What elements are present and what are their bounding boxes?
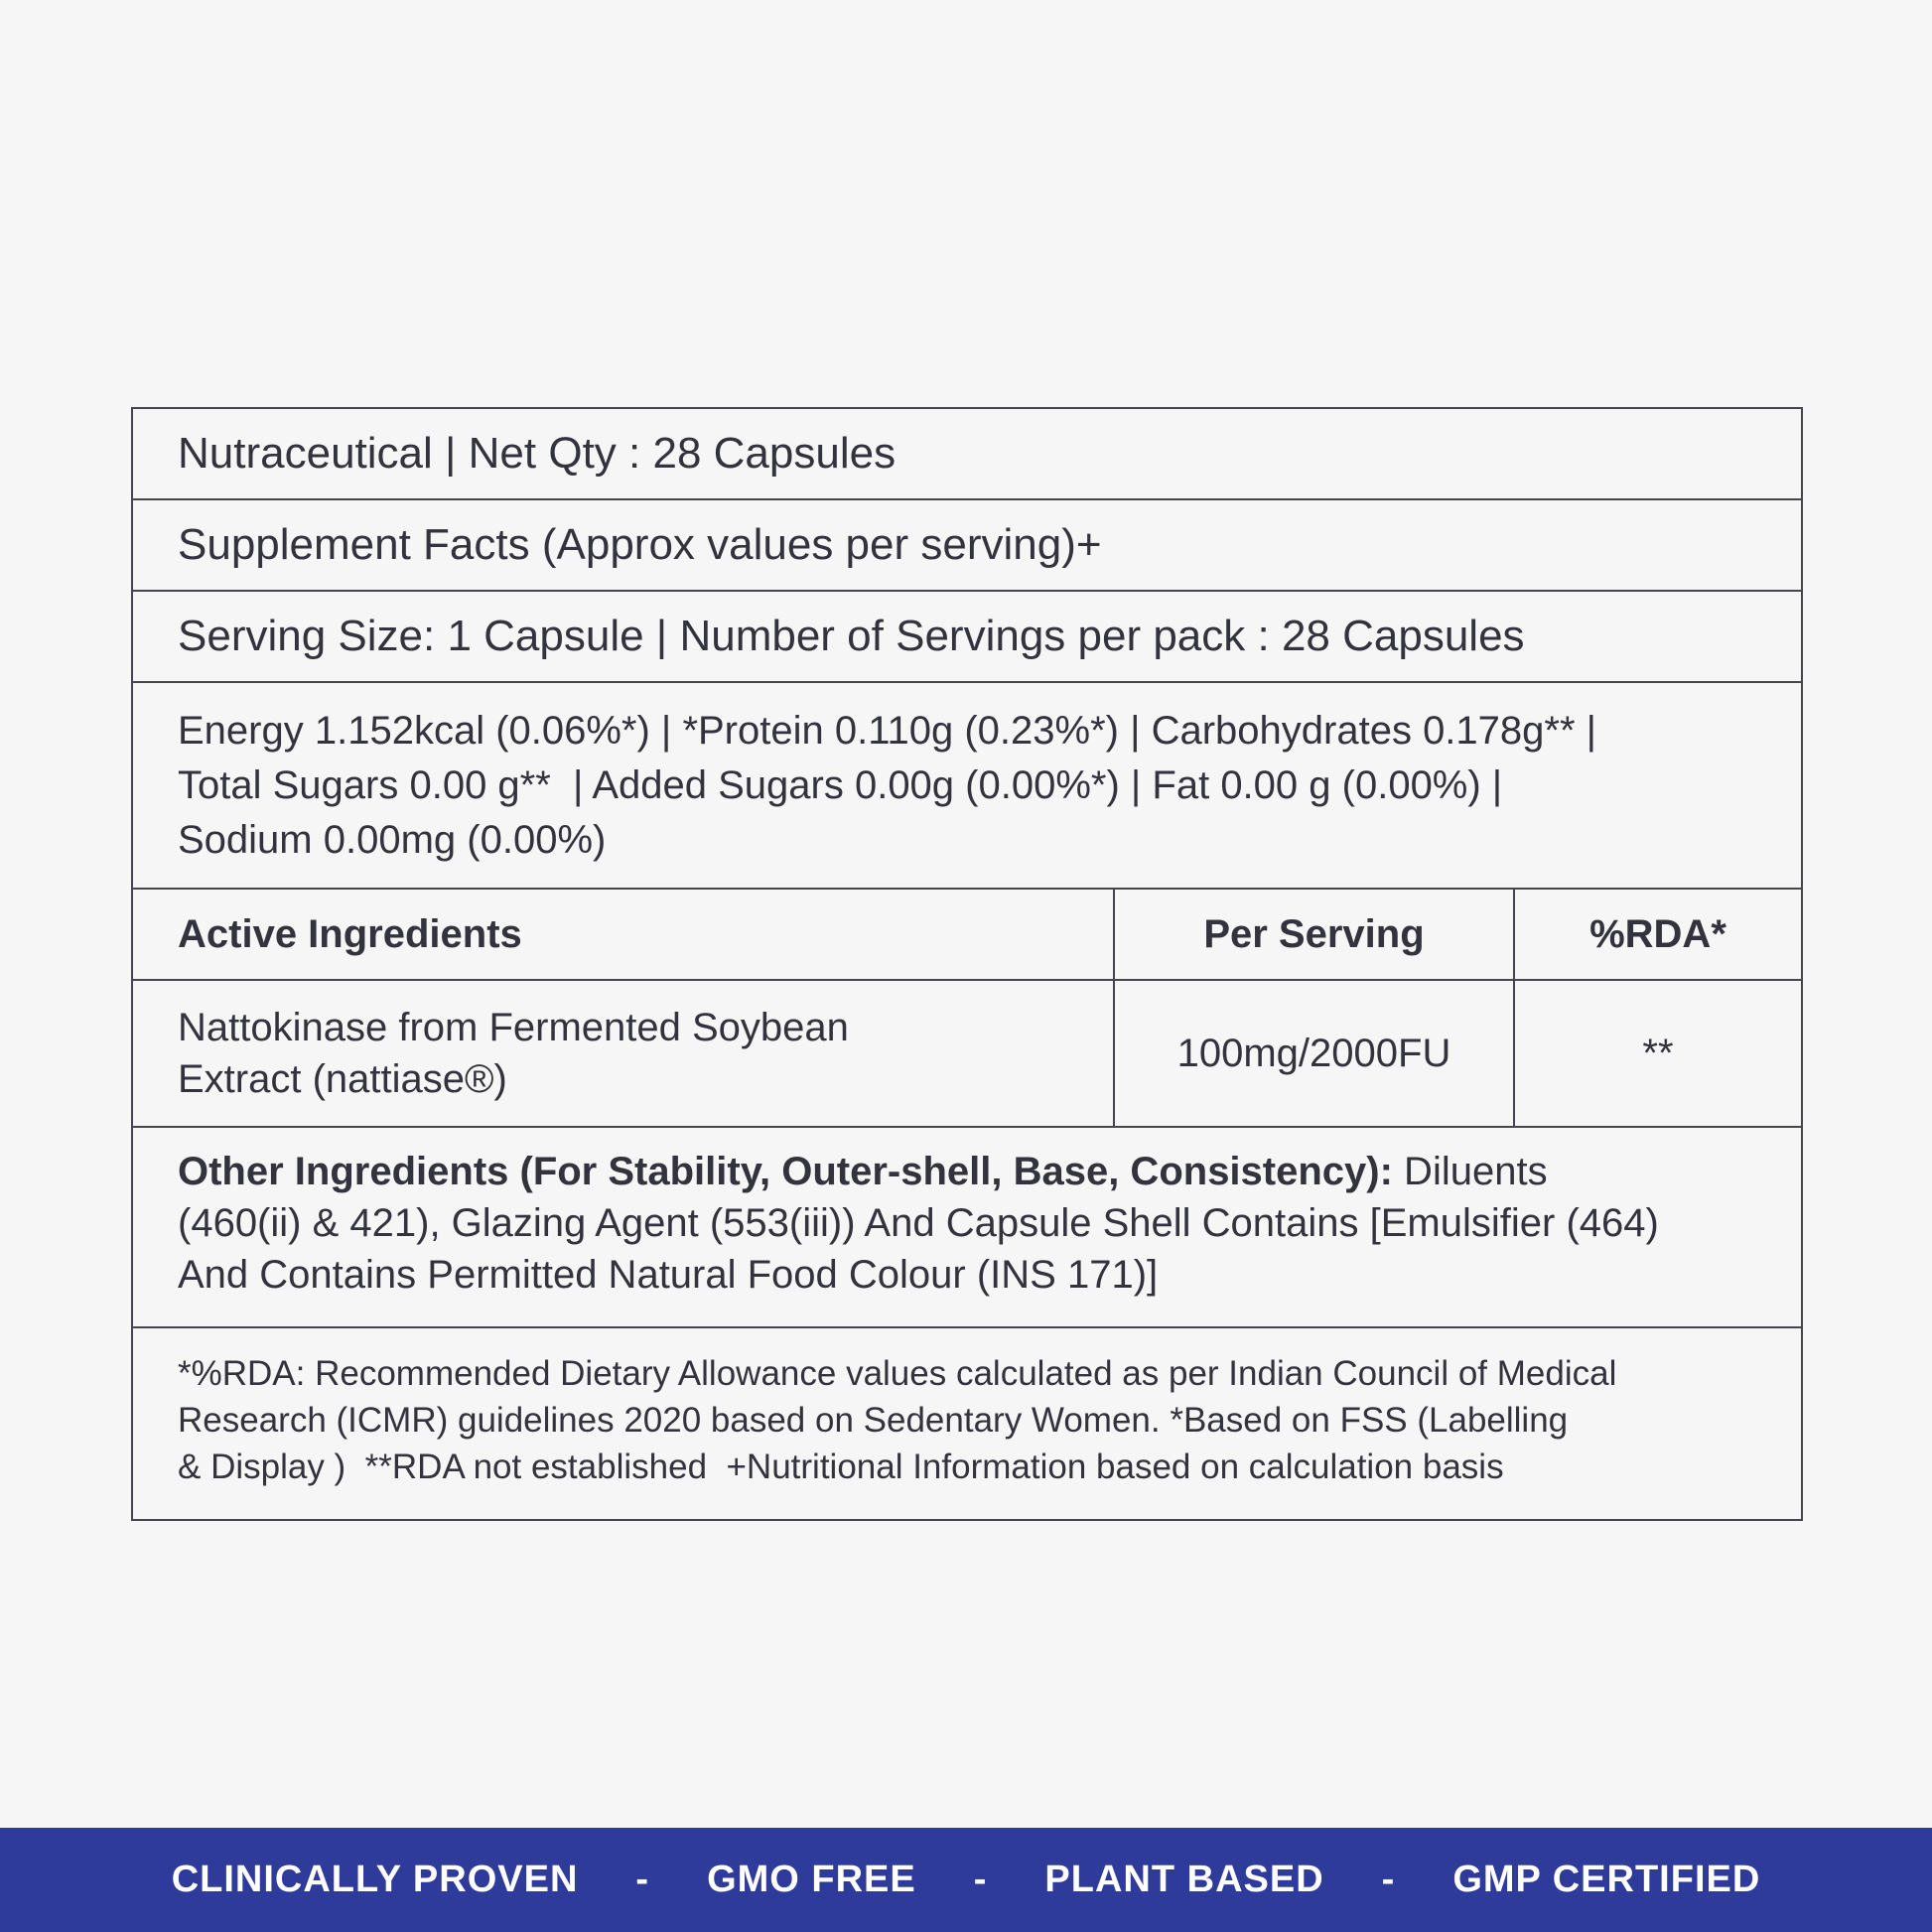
nutrition-line-1: Energy 1.152kcal (0.06%*) | *Protein 0.110g (0.23%*) | Carbohydrates 0.178g** | bbox=[178, 709, 1597, 753]
footnote-row bbox=[133, 1328, 1801, 1519]
ingredient-per-serving: 100mg/2000FU bbox=[1115, 981, 1515, 1126]
nutrition-info-row bbox=[133, 683, 1801, 890]
supplement-facts-table bbox=[131, 407, 1803, 1521]
footnote-line-2: Research (ICMR) guidelines 2020 based on Sedentary Women. *Based on FSS (Labelling bbox=[178, 1401, 1569, 1440]
product-line-row bbox=[133, 409, 1801, 500]
nutrition-line-3: Sodium 0.00mg (0.00%) bbox=[178, 818, 607, 862]
claim-gmo-free: GMO FREE bbox=[707, 1859, 916, 1900]
ingredient-name: Nattokinase from Fermented Soybean Extract (nattiase®) bbox=[133, 981, 1115, 1126]
other-ingredients-label: Other Ingredients (For Stability, Outer-shell, Base, Consistency): bbox=[178, 1150, 1393, 1193]
claims-banner bbox=[0, 1828, 1932, 1932]
serving-size-text: Serving Size: 1 Capsule | Number of Servings per pack : 28 Capsules bbox=[178, 612, 1525, 660]
ingredients-header-row bbox=[133, 890, 1801, 981]
other-ingredients-text: Diluents (460(ii) & 421), Glazing Agent (553(iii)) And Capsule Shell Contains [Emulsifier (464) And Contains Permitted Natural Food Colour (INS 171)] bbox=[178, 1150, 1659, 1297]
supplement-facts-title: Supplement Facts (Approx values per serving)+ bbox=[178, 520, 1102, 569]
table-row bbox=[133, 981, 1801, 1128]
claim-plant-based: PLANT BASED bbox=[1044, 1859, 1324, 1900]
banner-separator: - bbox=[635, 1859, 650, 1900]
banner-separator: - bbox=[973, 1859, 988, 1900]
claim-clinically-proven: CLINICALLY PROVEN bbox=[171, 1859, 579, 1900]
per-serving-header: Per Serving bbox=[1115, 890, 1515, 979]
ingredient-rda: ** bbox=[1642, 1032, 1674, 1075]
footnote-line-1: *%RDA: Recommended Dietary Allowance values calculated as per Indian Council of Medical bbox=[178, 1354, 1617, 1393]
active-ingredients-header: Active Ingredients bbox=[133, 890, 1115, 979]
supplement-facts-row bbox=[133, 500, 1801, 592]
banner-separator: - bbox=[1381, 1859, 1396, 1900]
rda-header: %RDA* bbox=[1589, 911, 1726, 956]
claim-gmp-certified: GMP CERTIFIED bbox=[1452, 1859, 1761, 1900]
serving-size-row bbox=[133, 592, 1801, 683]
footnote-line-3: & Display ) **RDA not established +Nutritional Information based on calculation basis bbox=[178, 1448, 1504, 1486]
product-line-text: Nutraceutical | Net Qty : 28 Capsules bbox=[178, 429, 897, 478]
nutrition-line-2: Total Sugars 0.00 g** | Added Sugars 0.00g (0.00%*) | Fat 0.00 g (0.00%) | bbox=[178, 763, 1503, 807]
other-ingredients-row bbox=[133, 1128, 1801, 1328]
